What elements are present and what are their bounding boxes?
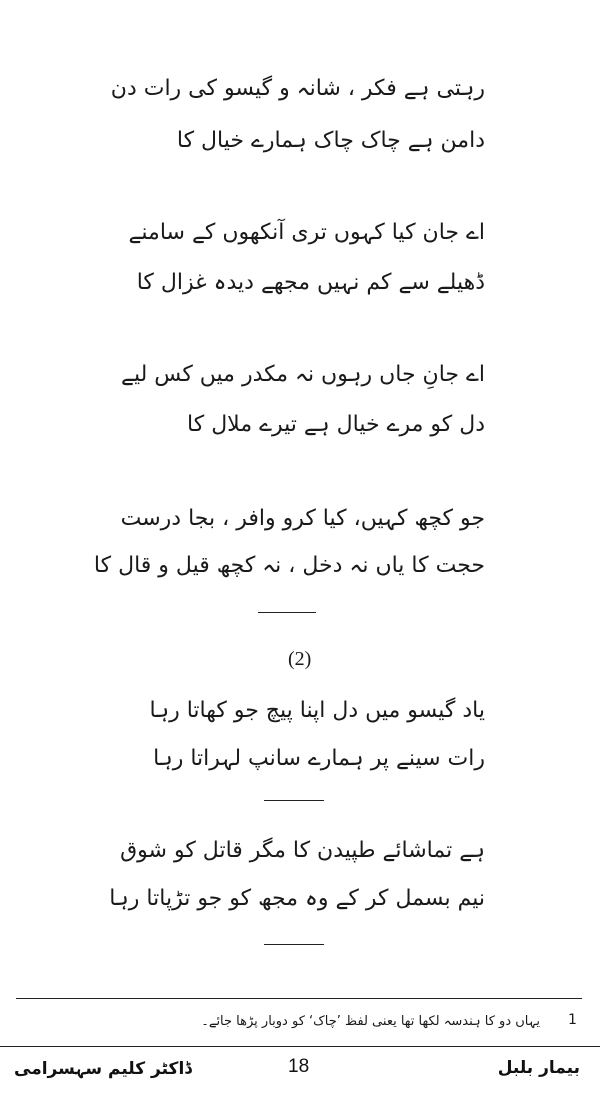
stanza-4-line-2: حجت کا یاں نہ دخل ، نہ کچھ قیل و قال کا	[93, 553, 485, 578]
stanza-2-line-1: اے جان کیا کہوں تری آنکھوں کے سامنے	[128, 220, 485, 245]
stanza-4-line-1: جو کچھ کہیں، کیا کرو وافر ، بجا درست	[120, 506, 485, 531]
footnote-marker: 1	[568, 1012, 577, 1028]
stanza-2-line-2: ڈھیلے سے کم نہیں مجھے دیدہ غزال کا	[136, 270, 485, 295]
section-separator-1	[258, 612, 316, 613]
section-number: (2)	[288, 648, 312, 670]
section-separator-3	[264, 944, 324, 945]
stanza-5-line-2: رات سینے پر ہمارے سانپ لہراتا رہا	[153, 746, 485, 771]
footer-author: ڈاکٹر کلیم سہسرامی	[14, 1059, 192, 1079]
stanza-3-line-1: اے جانِ جاں رہوں نہ مکدر میں کس لیے	[121, 362, 485, 387]
footer-book-title: بیمار بلبل	[497, 1058, 580, 1078]
stanza-3-line-2: دل کو مرے خیال ہے تیرے ملال کا	[187, 412, 485, 437]
footnote-text: یہاں دو کا ہندسہ لکھا تھا یعنی لفظ ’چاک‘ کو دوبار پڑھا جائے۔	[201, 1014, 540, 1029]
footer-rule	[0, 1046, 600, 1047]
footer-page-number: 18	[288, 1056, 310, 1077]
stanza-1-line-1: رہتی ہے فکر ، شانہ و گیسو کی رات دن	[110, 76, 485, 101]
stanza-6-line-2: نیم بسمل کر کے وہ مجھ کو جو تڑپاتا رہا	[109, 886, 485, 911]
stanza-6-line-1: ہے تماشائے طپیدن کا مگر قاتل کو شوق	[120, 838, 485, 863]
footnote-rule	[16, 998, 582, 999]
section-separator-2	[264, 800, 324, 801]
stanza-1-line-2: دامن ہے چاک چاک ہمارے خیال کا	[176, 128, 485, 153]
stanza-5-line-1: یاد گیسو میں دل اپنا پیچ جو کھاتا رہا	[149, 698, 485, 723]
